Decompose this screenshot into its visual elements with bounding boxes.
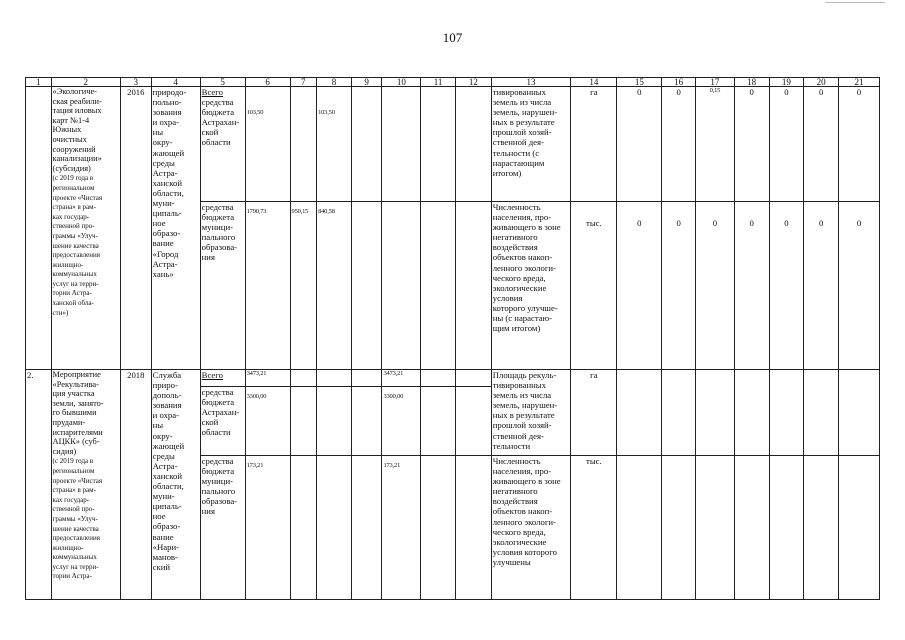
source-municipal: средства бюджета муници- пального образова- ния	[200, 202, 245, 370]
indicator-value	[734, 456, 769, 600]
event-name	[51, 370, 120, 600]
indicator-value	[838, 370, 879, 456]
col-number: 13	[491, 78, 571, 87]
indicator-value	[617, 370, 662, 456]
executor-cell: природо- польно- зования и охра- ны окру- жающей среды Астра- ханской области, муни- ципаль- ное образо- вание «Город Астра- хань»	[151, 87, 200, 370]
value-cell	[421, 202, 456, 370]
col-number: 11	[421, 78, 456, 87]
source-total: Всего	[201, 87, 223, 97]
indicator-value	[734, 370, 769, 456]
indicator-value: 0	[662, 87, 696, 202]
value-cell	[290, 387, 317, 456]
value-cell: 173,21	[382, 456, 421, 600]
indicator-cell: Численность населения, про- живающего в зоне негативного воздействия объектов накоп- ленного экологи- ческого вреда, экологические условия которого улучше- ны (с нарастаю- щим итогом)	[491, 202, 571, 370]
col-number: 20	[804, 78, 839, 87]
value-cell	[351, 387, 382, 456]
indicator-value: 0	[804, 202, 839, 370]
unit-cell: тыс.	[571, 202, 617, 370]
col-number: 12	[455, 78, 491, 87]
event-name	[51, 87, 120, 370]
indicator-cell: Площадь рекуль- тивированных земель из числа земель, нарушен- ных в результате прошлой хозяй- ственной дея- тельности	[491, 370, 571, 456]
year-cell: 2016	[120, 87, 151, 370]
indicator-value: 0	[696, 202, 735, 370]
value-cell: 3473,21	[245, 370, 290, 387]
indicator-cell: Численность населения, про- живающего в зоне негативного воздействия объектов накоп- ленного экологи- ческого вреда, экологические условия которого улучшены	[491, 456, 571, 600]
indicator-value	[617, 456, 662, 600]
event-note: (с 2019 года в региональном проекте «Чистая страна» в рам- ках государ- ственной про- граммы «Улуч- шение качества предоставления жилищно- коммунальных услуг на терри- тории Астра-	[52, 457, 103, 581]
source-regional: средства бюджета Астрахан- ской области	[200, 387, 245, 456]
unit-cell: га	[571, 87, 617, 202]
source-cell	[200, 370, 245, 387]
value-cell: 1790,73	[245, 202, 290, 370]
col-number: 10	[382, 78, 421, 87]
unit-cell: га	[571, 370, 617, 456]
value-cell: 103,50	[317, 87, 352, 202]
col-number: 19	[769, 78, 804, 87]
source-municipal: средства бюджета муници- пального образова- ния	[200, 456, 245, 600]
indicator-value	[696, 456, 735, 600]
col-number: 6	[245, 78, 290, 87]
value-cell	[421, 387, 456, 456]
value-cell: 103,50	[245, 87, 290, 202]
value-cell	[351, 202, 382, 370]
value-cell: 840,58	[317, 202, 352, 370]
indicator-value	[769, 370, 804, 456]
year-cell: 2018	[120, 370, 151, 600]
column-numbers-row	[26, 78, 880, 87]
indicator-value: 0	[662, 202, 696, 370]
indicator-value	[662, 456, 696, 600]
col-number: 9	[351, 78, 382, 87]
value-cell	[455, 387, 491, 456]
indicator-value: 0	[769, 202, 804, 370]
source-cell	[200, 87, 245, 202]
value-cell	[421, 370, 456, 387]
source-total: Всего	[201, 370, 223, 380]
value-cell: 3473,21	[382, 370, 421, 387]
value-cell	[455, 456, 491, 600]
indicator-value: 0	[769, 87, 804, 202]
indicator-value: 0	[734, 202, 769, 370]
value-cell: 3300,00	[382, 387, 421, 456]
value-cell: 3300,00	[245, 387, 290, 456]
row-number: 2.	[26, 370, 52, 600]
value-cell	[382, 202, 421, 370]
indicator-value: 0	[617, 202, 662, 370]
value-cell	[351, 87, 382, 202]
indicator-value: 0	[838, 87, 879, 202]
table-row	[26, 87, 880, 202]
page-number: 107	[442, 30, 463, 45]
value-cell	[317, 387, 352, 456]
indicator-value	[769, 456, 804, 600]
value-cell	[317, 456, 352, 600]
indicator-value: 0	[617, 87, 662, 202]
col-number: 16	[662, 78, 696, 87]
col-number: 14	[571, 78, 617, 87]
value-cell	[351, 456, 382, 600]
indicator-value	[804, 456, 839, 600]
executor-cell: Служба приро- дополь- зования и охра- ны окру- жающей среды Астра- ханской области, муни- ципаль- ное образо- вание «Нари- манов- ский	[151, 370, 200, 600]
indicator-value: 0	[838, 202, 879, 370]
indicator-value: 0,15	[696, 87, 735, 202]
row-number	[26, 87, 52, 370]
source-regional: средства бюджета Астрахан- ской области	[201, 97, 240, 148]
event-title: Мероприятие «Рекультива- ция участка земли, занято- го бывшими прудами- испарителями АЦКК» (суб- сидия)	[52, 370, 104, 456]
col-number: 4	[151, 78, 200, 87]
event-title: «Экологиче- ская реабили- тация иловых карт №1-4 Южных очистных сооружений канализации» (субсидия)	[52, 87, 102, 173]
value-cell	[382, 87, 421, 202]
value-cell	[317, 370, 352, 387]
value-cell	[421, 456, 456, 600]
measures-table	[25, 77, 880, 600]
col-number: 15	[617, 78, 662, 87]
indicator-value	[804, 370, 839, 456]
indicator-value	[696, 370, 735, 456]
indicator-cell: тивированных земель из числа земель, нарушен- ных в результате прошлой хозяй- ственной дея- тельности (с нарастающим итогом)	[491, 87, 571, 202]
value-cell	[351, 370, 382, 387]
top-edge-mark	[825, 2, 885, 3]
col-number: 21	[838, 78, 879, 87]
col-number: 5	[200, 78, 245, 87]
col-number: 7	[290, 78, 317, 87]
value-cell	[455, 87, 491, 202]
indicator-value: 0	[804, 87, 839, 202]
value-cell	[455, 370, 491, 387]
col-number: 2	[51, 78, 120, 87]
value-cell	[290, 87, 317, 202]
value-cell	[290, 456, 317, 600]
col-number: 18	[734, 78, 769, 87]
value-cell: 173,21	[245, 456, 290, 600]
value-cell: 950,15	[290, 202, 317, 370]
unit-cell: тыс.	[571, 456, 617, 600]
table-row	[26, 370, 880, 387]
event-note: (с 2019 года в региональном проекте «Чистая страна» в рам- ках государ- ственной про- граммы «Улуч- шение качества предоставления жилищно- коммунальных услуг на терри- тории Астра- ханской обла- сти»)	[52, 174, 103, 317]
indicator-value	[662, 370, 696, 456]
value-cell	[455, 202, 491, 370]
value-cell	[421, 87, 456, 202]
col-number: 3	[120, 78, 151, 87]
indicator-value: 0	[734, 87, 769, 202]
col-number: 1	[26, 78, 52, 87]
col-number: 8	[317, 78, 352, 87]
col-number: 17	[696, 78, 735, 87]
indicator-value	[838, 456, 879, 600]
value-cell	[290, 370, 317, 387]
